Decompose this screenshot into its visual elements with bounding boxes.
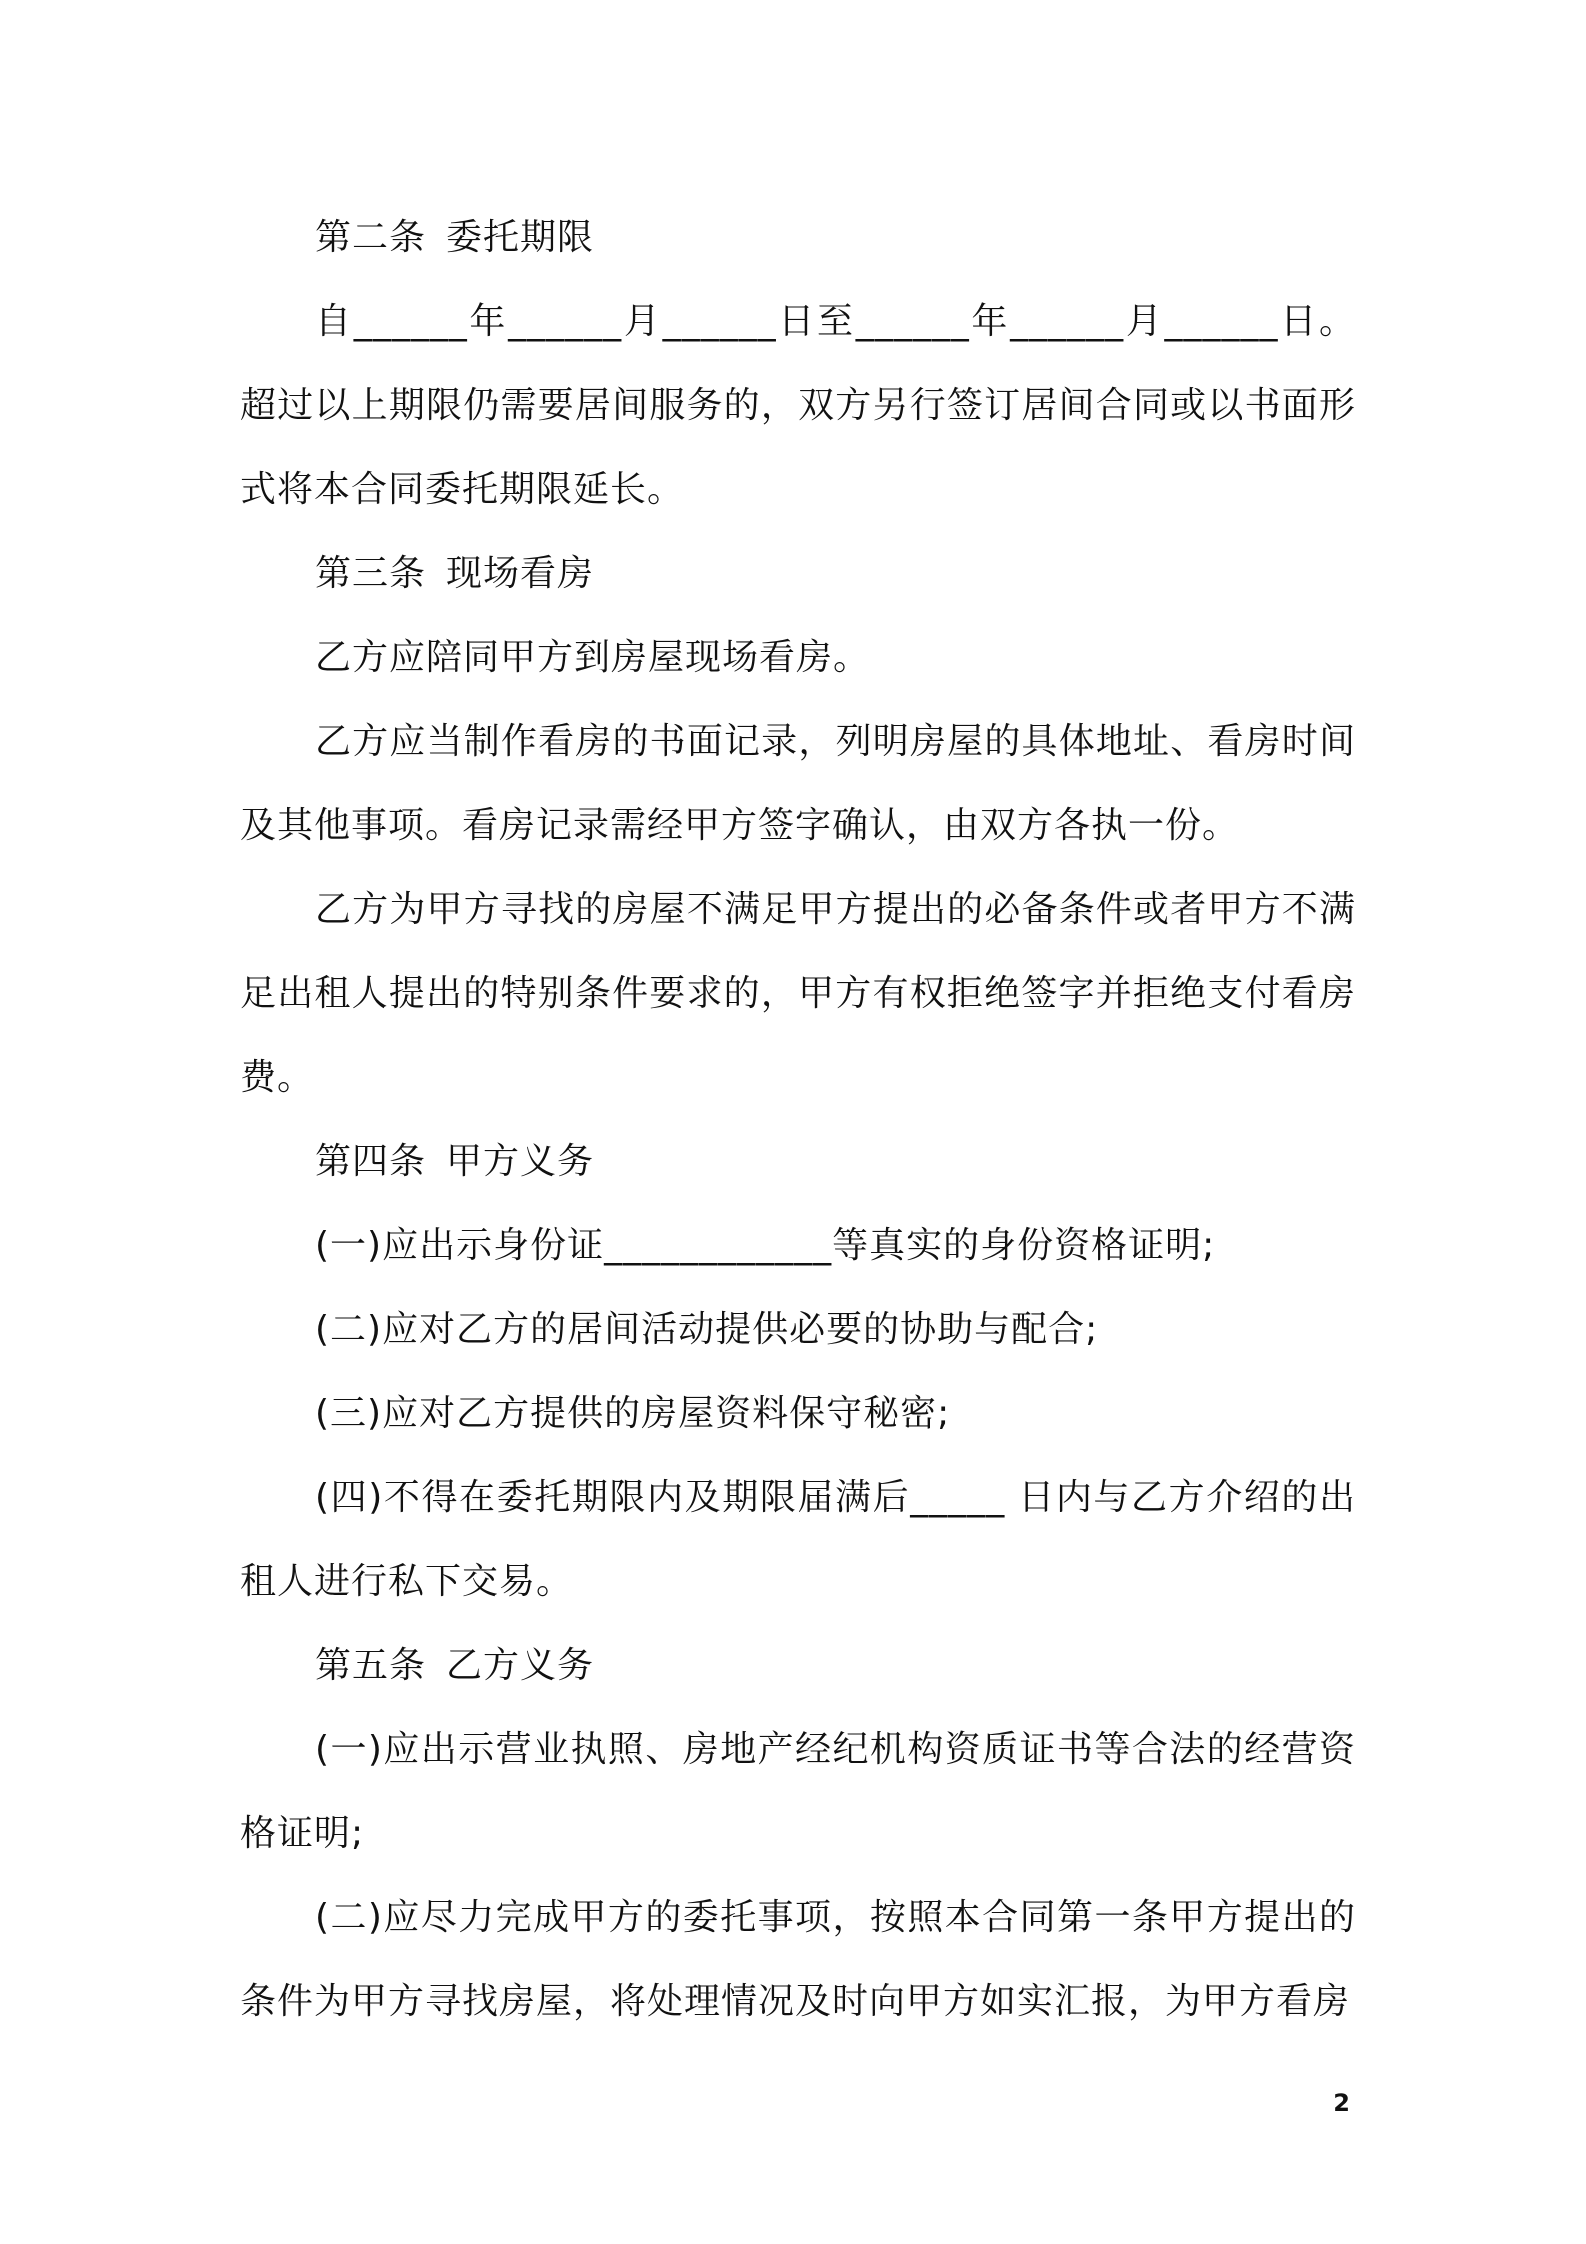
section-heading-5 <box>240 1624 1356 1708</box>
section-title: 委托期限 <box>446 217 595 258</box>
section-title: 现场看房 <box>446 553 595 594</box>
list-item: (四)不得在委托期限内及期限届满后_____ 日内与乙方介绍的出租人进行私下交易。 <box>240 1477 1356 1602</box>
section-number: 第二条 <box>315 217 427 258</box>
section-heading-3 <box>240 532 1356 616</box>
paragraph: 乙方应陪同甲方到房屋现场看房。 <box>315 637 871 678</box>
section-title: 甲方义务 <box>446 1141 595 1182</box>
list-item: (二)应对乙方的居间活动提供必要的协助与配合; <box>315 1309 1099 1350</box>
list-item: (三)应对乙方提供的房屋资料保守秘密; <box>315 1393 951 1434</box>
section-heading-4 <box>240 1120 1356 1204</box>
section-heading-2 <box>240 196 1356 280</box>
section-title: 乙方义务 <box>446 1645 595 1686</box>
document-body <box>240 196 1356 2044</box>
section-number: 第四条 <box>315 1141 427 1182</box>
section-number: 第三条 <box>315 553 427 594</box>
list-item: (一)应出示营业执照、房地产经纪机构资质证书等合法的经营资格证明; <box>240 1729 1356 1854</box>
list-item: (二)应尽力完成甲方的委托事项，按照本合同第一条甲方提出的条件为甲方寻找房屋，将处理情况及时向甲方如实汇报，为甲方看房 <box>240 1897 1356 2022</box>
section-number: 第五条 <box>315 1645 427 1686</box>
paragraph: 乙方应当制作看房的书面记录，列明房屋的具体地址、看房时间及其他事项。看房记录需经甲方签字确认，由双方各执一份。 <box>240 721 1356 846</box>
paragraph: 自______年______月______日至______年______月______日。 超过以上期限仍需要居间服务的，双方另行签订居间合同或以书面形式将本合同委托期限延长。 <box>240 301 1356 510</box>
paragraph: 乙方为甲方寻找的房屋不满足甲方提出的必备条件或者甲方不满足出租人提出的特别条件要求的，甲方有权拒绝签字并拒绝支付看房费。 <box>240 889 1356 1098</box>
list-item: (一)应出示身份证____________等真实的身份资格证明; <box>315 1225 1216 1266</box>
page-number: 2 <box>1333 2089 1350 2117</box>
